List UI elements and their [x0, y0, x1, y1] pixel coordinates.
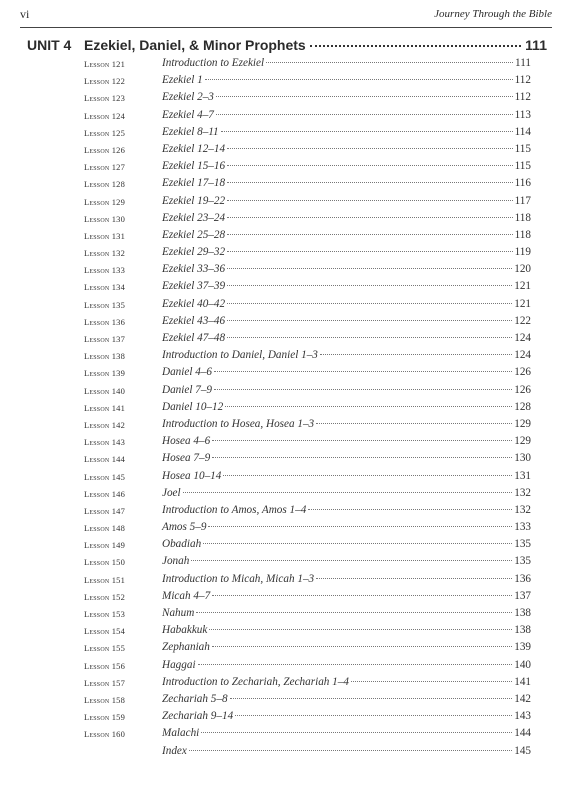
dot-leader [227, 251, 513, 252]
toc-entry-line [162, 470, 531, 487]
toc-entry-line [162, 109, 531, 126]
dot-leader [227, 182, 513, 183]
toc-entry-line [162, 366, 531, 383]
lesson-label: Lesson 149 [84, 540, 126, 551]
toc-entry-line [162, 555, 531, 572]
toc-entry-line [162, 676, 531, 693]
toc-entry-title: Ezekiel 2–3 [162, 91, 214, 104]
lesson-label: Lesson 135 [84, 299, 126, 310]
dot-leader [216, 114, 513, 115]
toc-entry-title: Ezekiel 33–36 [162, 263, 226, 276]
dot-leader [230, 698, 513, 699]
toc-entry-line [162, 727, 531, 744]
toc-entry [0, 315, 572, 332]
toc-entry-page: 116 [514, 177, 531, 190]
running-title: Journey Through the Bible [434, 8, 552, 20]
toc-entry-page: 138 [514, 624, 531, 637]
unit-label: UNIT 4 [27, 37, 72, 53]
dot-leader [227, 148, 513, 149]
dot-leader [208, 526, 512, 527]
toc-entry [0, 418, 572, 435]
toc-entry-title: Introduction to Zechariah, Zechariah 1–4 [162, 675, 349, 688]
toc-entry-page: 126 [514, 383, 531, 396]
toc-entry-line [162, 177, 531, 194]
toc-entry-line [162, 710, 531, 727]
lesson-label: Lesson 154 [84, 626, 126, 637]
dot-leader [227, 285, 512, 286]
toc-entry [0, 177, 572, 194]
toc-entry [0, 366, 572, 383]
toc-entry-line [162, 160, 531, 177]
unit-title: Ezekiel, Daniel, & Minor Prophets [84, 37, 306, 53]
dot-leader [227, 303, 512, 304]
toc-entry-line [162, 538, 531, 555]
toc-entry-page: 129 [514, 435, 531, 448]
toc-entry-line [162, 126, 531, 143]
lesson-label: Lesson 137 [84, 334, 126, 344]
toc-entry-line [162, 195, 531, 212]
toc-entry-line [162, 143, 531, 160]
lesson-label: Lesson 136 [84, 316, 126, 327]
toc-entry-line [162, 401, 531, 418]
toc-entry-title: Zechariah 5–8 [162, 692, 228, 705]
toc-entry-page: 140 [514, 658, 531, 671]
dot-leader [205, 79, 513, 80]
toc-entry-page: 122 [514, 314, 531, 327]
toc-entry [0, 263, 572, 280]
toc-entry-line [162, 590, 531, 607]
toc-entry [0, 676, 572, 693]
unit-dot-leader [310, 45, 521, 47]
toc-entry-line [162, 435, 531, 452]
toc-entry-page: 112 [514, 91, 531, 104]
toc-entry-title: Ezekiel 37–39 [162, 280, 226, 293]
toc-entry-line [162, 693, 531, 710]
toc-entry-line [162, 504, 531, 521]
toc-entry [0, 160, 572, 177]
toc-entry [0, 143, 572, 160]
toc-entry-line [162, 745, 531, 762]
toc-entry-title: Obadiah [162, 538, 202, 551]
dot-leader [227, 268, 512, 269]
toc-entry-title: Ezekiel 25–28 [162, 228, 226, 241]
toc-entry-page: 117 [514, 194, 531, 207]
toc-entry-page: 135 [514, 538, 531, 551]
toc-entry [0, 504, 572, 521]
lesson-label: Lesson 157 [84, 677, 126, 688]
toc-entry-page: 113 [514, 108, 531, 121]
dot-leader [227, 337, 512, 338]
toc-entry-title: Ezekiel 17–18 [162, 177, 226, 190]
dot-leader [308, 509, 512, 510]
toc-entry-title: Haggai [162, 658, 196, 671]
toc-entry [0, 573, 572, 590]
lesson-label: Lesson 156 [84, 660, 126, 671]
toc-entry-page: 112 [514, 74, 531, 87]
page-header [20, 7, 552, 28]
dot-leader [227, 165, 513, 166]
lesson-label: Lesson 138 [84, 351, 126, 362]
toc-entry-page: 111 [515, 57, 531, 69]
toc-entry [0, 401, 572, 418]
lesson-label: Lesson 160 [84, 729, 126, 740]
toc-entry [0, 624, 572, 641]
toc-entry-page: 124 [514, 349, 531, 362]
toc-entry-title: Daniel 10–12 [162, 400, 224, 413]
dot-leader [320, 354, 512, 355]
lesson-label: Lesson 132 [84, 248, 126, 259]
toc-entry [0, 126, 572, 143]
toc-entry-page: 121 [514, 297, 531, 310]
toc-entry-page: 115 [514, 160, 531, 173]
lesson-label: Lesson 134 [84, 282, 126, 293]
dot-leader [183, 492, 513, 493]
toc-entry [0, 710, 572, 727]
dot-leader [209, 629, 512, 630]
toc-entry-page: 130 [514, 452, 531, 465]
toc-entry-page: 145 [514, 744, 531, 757]
toc-entry-title: Ezekiel 15–16 [162, 160, 226, 173]
toc-entry [0, 195, 572, 212]
toc-entry-page: 119 [514, 246, 531, 259]
dot-leader [225, 406, 512, 407]
toc-entry-title: Ezekiel 4–7 [162, 108, 214, 121]
toc-entry-line [162, 624, 531, 641]
dot-leader [203, 543, 512, 544]
toc-entry-page: 143 [514, 710, 531, 723]
toc-entry-line [162, 74, 531, 91]
toc-entry-title: Amos 5–9 [162, 521, 207, 534]
lesson-label: Lesson 148 [84, 523, 126, 534]
dot-leader [223, 475, 512, 476]
lesson-label: Lesson 133 [84, 265, 126, 276]
dot-leader [212, 457, 512, 458]
toc-entry-line [162, 246, 531, 263]
lesson-label: Lesson 121 [84, 59, 126, 69]
toc-entry-page: 142 [514, 692, 531, 705]
toc-entry-page: 124 [514, 332, 531, 344]
toc-entry [0, 229, 572, 246]
toc-entry [0, 91, 572, 108]
lesson-label: Lesson 128 [84, 179, 126, 190]
toc-entry [0, 727, 572, 744]
toc-entry [0, 74, 572, 91]
toc-entry-title: Ezekiel 23–24 [162, 211, 226, 224]
toc-entry [0, 332, 572, 349]
toc-entry-line [162, 349, 531, 366]
toc-entry-page: 136 [514, 572, 531, 585]
dot-leader [196, 612, 512, 613]
toc-entry-title: Nahum [162, 607, 195, 619]
lesson-label: Lesson 123 [84, 93, 126, 104]
toc-entry-title: Hosea 4–6 [162, 435, 211, 448]
dot-leader [201, 732, 512, 733]
toc-entry-title: Hosea 7–9 [162, 452, 211, 465]
toc-entry-title: Habakkuk [162, 624, 208, 637]
dot-leader [212, 440, 512, 441]
dot-leader [316, 423, 512, 424]
lesson-label: Lesson 127 [84, 162, 126, 173]
lesson-label: Lesson 122 [84, 76, 126, 87]
toc-entry [0, 470, 572, 487]
dot-leader [266, 62, 513, 63]
toc-entry-title: Malachi [162, 727, 200, 740]
lesson-label: Lesson 139 [84, 368, 126, 379]
lesson-label: Lesson 146 [84, 488, 126, 499]
toc-entry [0, 280, 572, 297]
dot-leader [221, 131, 513, 132]
toc-entry-page: 144 [514, 727, 531, 740]
toc-entry-line [162, 573, 531, 590]
toc-entry-page: 139 [514, 641, 531, 654]
toc-entry-line [162, 384, 531, 401]
toc-entry-title: Ezekiel 12–14 [162, 142, 226, 155]
toc-entry [0, 349, 572, 366]
toc-entry-title: Ezekiel 47–48 [162, 332, 226, 344]
toc-entry-line [162, 452, 531, 469]
toc-entry-page: 132 [514, 486, 531, 499]
page-folio: vi [20, 7, 30, 21]
toc-entry-title: Ezekiel 40–42 [162, 297, 226, 310]
lesson-label: Lesson 130 [84, 213, 126, 224]
dot-leader [227, 234, 513, 235]
toc-entry-page: 133 [514, 521, 531, 534]
lesson-label: Lesson 131 [84, 230, 126, 241]
toc-entry [0, 607, 572, 624]
toc-entry-page: 118 [514, 211, 531, 224]
toc-entry-title: Introduction to Daniel, Daniel 1–3 [162, 349, 318, 362]
lesson-label: Lesson 124 [84, 110, 126, 121]
toc-entry-line [162, 57, 531, 74]
toc-entry [0, 745, 572, 762]
dot-leader [189, 750, 512, 751]
lesson-label: Lesson 152 [84, 591, 126, 602]
lesson-label: Lesson 159 [84, 712, 126, 723]
toc-entry [0, 452, 572, 469]
lesson-label: Lesson 140 [84, 385, 126, 396]
lesson-label: Lesson 143 [84, 437, 126, 448]
toc-entry-page: 120 [514, 263, 531, 276]
toc-entry-line [162, 332, 531, 349]
toc-entry-page: 126 [514, 366, 531, 379]
dot-leader [227, 217, 513, 218]
toc-entry-line [162, 641, 531, 658]
unit-heading [27, 37, 547, 57]
toc-entry-page: 132 [514, 503, 531, 516]
toc-entry-page: 121 [514, 280, 531, 293]
toc-entry [0, 435, 572, 452]
toc-entry [0, 487, 572, 504]
toc-entry-title: Ezekiel 1 [162, 74, 203, 87]
toc-entry-title: Ezekiel 43–46 [162, 314, 226, 327]
toc-entry-line [162, 659, 531, 676]
toc-entry-line [162, 487, 531, 504]
toc-entry-page: 129 [514, 417, 531, 430]
dot-leader [198, 664, 513, 665]
toc-entry-title: Zephaniah [162, 641, 210, 654]
toc-entry-line [162, 263, 531, 280]
toc-entry-title: Introduction to Ezekiel [162, 57, 265, 69]
lesson-label: Lesson 129 [84, 196, 126, 207]
lesson-label: Lesson 147 [84, 505, 126, 516]
lesson-label: Lesson 150 [84, 557, 126, 568]
toc-entry-title: Introduction to Hosea, Hosea 1–3 [162, 417, 315, 430]
toc-entry-title: Introduction to Amos, Amos 1–4 [162, 503, 307, 516]
dot-leader [235, 715, 512, 716]
toc-entry-title: Daniel 4–6 [162, 366, 213, 379]
toc-entry-line [162, 229, 531, 246]
toc-entry-page: 137 [514, 589, 531, 602]
toc-entry-line [162, 521, 531, 538]
toc-entry-page: 115 [514, 142, 531, 155]
dot-leader [214, 389, 512, 390]
dot-leader [316, 578, 512, 579]
toc-entry [0, 659, 572, 676]
toc-entry-title: Joel [162, 486, 181, 499]
toc-entry-page: 141 [514, 675, 531, 688]
dot-leader [212, 646, 512, 647]
toc-entry-title: Zechariah 9–14 [162, 710, 234, 723]
dot-leader [191, 560, 512, 561]
toc-entry-line [162, 91, 531, 108]
toc-entry-line [162, 212, 531, 229]
toc-entry-title: Introduction to Micah, Micah 1–3 [162, 572, 315, 585]
toc-entry-page: 114 [514, 125, 531, 138]
lesson-label: Lesson 151 [84, 574, 126, 585]
dot-leader [216, 96, 513, 97]
toc-entry-line [162, 315, 531, 332]
toc-entry-title: Hosea 10–14 [162, 469, 222, 482]
toc-list [0, 57, 572, 762]
lesson-label: Lesson 144 [84, 454, 126, 465]
toc-entry-page: 135 [514, 555, 531, 568]
dot-leader [351, 681, 512, 682]
toc-entry [0, 641, 572, 658]
toc-entry-title: Micah 4–7 [162, 589, 211, 602]
toc-entry-line [162, 607, 531, 624]
toc-entry [0, 538, 572, 555]
toc-entry [0, 384, 572, 401]
toc-entry [0, 57, 572, 74]
lesson-label: Lesson 153 [84, 609, 126, 619]
toc-entry-title: Jonah [162, 555, 190, 568]
lesson-label: Lesson 141 [84, 402, 126, 413]
toc-entry-line [162, 418, 531, 435]
toc-entry-title: Ezekiel 19–22 [162, 194, 226, 207]
dot-leader [227, 200, 513, 201]
dot-leader [214, 371, 512, 372]
lesson-label: Lesson 155 [84, 643, 126, 654]
toc-entry-page: 118 [514, 228, 531, 241]
lesson-label: Lesson 158 [84, 694, 126, 705]
dot-leader [227, 320, 512, 321]
toc-entry [0, 246, 572, 263]
toc-entry-title: Ezekiel 8–11 [162, 125, 219, 138]
toc-entry [0, 693, 572, 710]
toc-entry [0, 298, 572, 315]
toc-entry [0, 212, 572, 229]
lesson-label: Lesson 145 [84, 471, 126, 482]
toc-entry [0, 590, 572, 607]
toc-entry-title: Ezekiel 29–32 [162, 246, 226, 259]
lesson-label: Lesson 142 [84, 419, 126, 430]
unit-title-line [84, 37, 547, 53]
unit-page-number: 111 [525, 37, 547, 53]
toc-entry [0, 555, 572, 572]
toc-entry-page: 128 [514, 400, 531, 413]
toc-entry [0, 109, 572, 126]
toc-entry-title: Daniel 7–9 [162, 383, 213, 396]
toc-entry-page: 131 [514, 469, 531, 482]
toc-entry-line [162, 298, 531, 315]
toc-entry-page: 138 [514, 607, 531, 619]
lesson-label: Lesson 126 [84, 144, 126, 155]
toc-entry [0, 521, 572, 538]
toc-entry-line [162, 280, 531, 297]
lesson-label: Lesson 125 [84, 127, 126, 138]
toc-entry-title: Index [162, 744, 187, 757]
dot-leader [212, 595, 512, 596]
